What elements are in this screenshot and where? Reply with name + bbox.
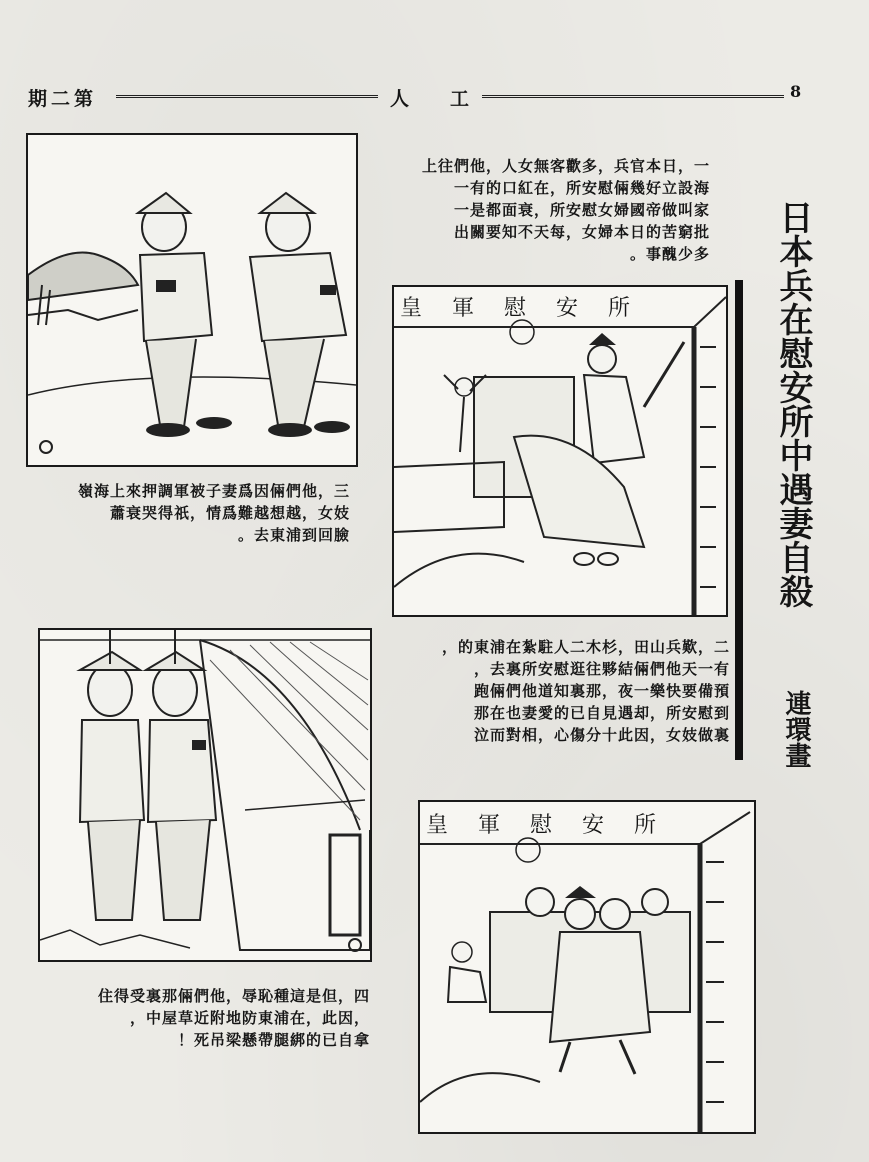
caption-3 [410, 636, 730, 746]
comic-panel-4 [418, 800, 756, 1134]
issue-label: 期二第 [28, 88, 98, 110]
caption-2-line: 。事醜少多 [629, 245, 710, 263]
journal-title-left: 人 [390, 88, 414, 110]
panel-1-illustration [28, 135, 356, 465]
caption-3-line: 跑倆們他道知裏那，夜一樂快要備預 [473, 682, 730, 700]
panel-4-illustration [420, 802, 754, 1132]
panel-2-sign: 皇軍慰安所 [400, 296, 661, 321]
caption-2 [400, 155, 710, 265]
page-number: 8 [790, 82, 802, 101]
caption-2-line: 一是都面衰，所安慰女婦國帝做叫家 [453, 201, 710, 219]
page-header [28, 80, 818, 110]
caption-2-line: 出關要知不天每，女婦本日的苦窮批 [453, 223, 710, 241]
caption-4-line: 住得受裏那倆們他，辱恥種這是但，四 [97, 987, 370, 1005]
caption-4 [50, 985, 370, 1051]
panel-4-sign: 皇軍慰安所 [426, 813, 687, 838]
article-title: 日本兵在慰安所中遇妻自殺 [773, 200, 813, 608]
caption-1-line: 。去東浦到回臉 [237, 526, 350, 544]
journal-title-right: 工 [450, 88, 474, 110]
caption-1-line: 嶺海上來押調軍被子妻爲因倆們他，三 [77, 482, 350, 500]
panel-2-illustration [394, 287, 726, 615]
comic-panel-2 [392, 285, 728, 617]
caption-1 [40, 480, 350, 546]
caption-3-line: 泣而對相，心傷分十此因，女妓做裏 [473, 726, 730, 744]
panel-3-illustration [40, 630, 370, 960]
article-subtitle: 連環畫 [781, 690, 811, 768]
title-bar [735, 280, 743, 760]
header-rule-left [116, 95, 378, 98]
caption-3-line: ，的東浦在紮駐人二木杉，田山兵歎，二 [441, 638, 730, 656]
caption-2-line: 上往們他，人女無客歡多，兵官本日，一 [421, 157, 710, 175]
comic-panel-1 [26, 133, 358, 467]
caption-3-line: ，去裏所安慰逛往夥結倆們他天一有 [473, 660, 730, 678]
caption-1-line: 蕭衰哭得祇，情爲難越想越，女妓 [109, 504, 350, 522]
caption-4-line: ！死吊梁懸帶腿綁的已自拿 [177, 1031, 370, 1049]
header-rule-right [482, 95, 784, 98]
caption-3-line: 那在也妻愛的已自見遇却，所安慰到 [473, 704, 730, 722]
comic-panel-3 [38, 628, 372, 962]
caption-4-line: ，中屋草近附地防東浦在，此因， [129, 1009, 370, 1027]
caption-2-line: 一有的口紅在，所安慰倆幾好立設海 [453, 179, 710, 197]
